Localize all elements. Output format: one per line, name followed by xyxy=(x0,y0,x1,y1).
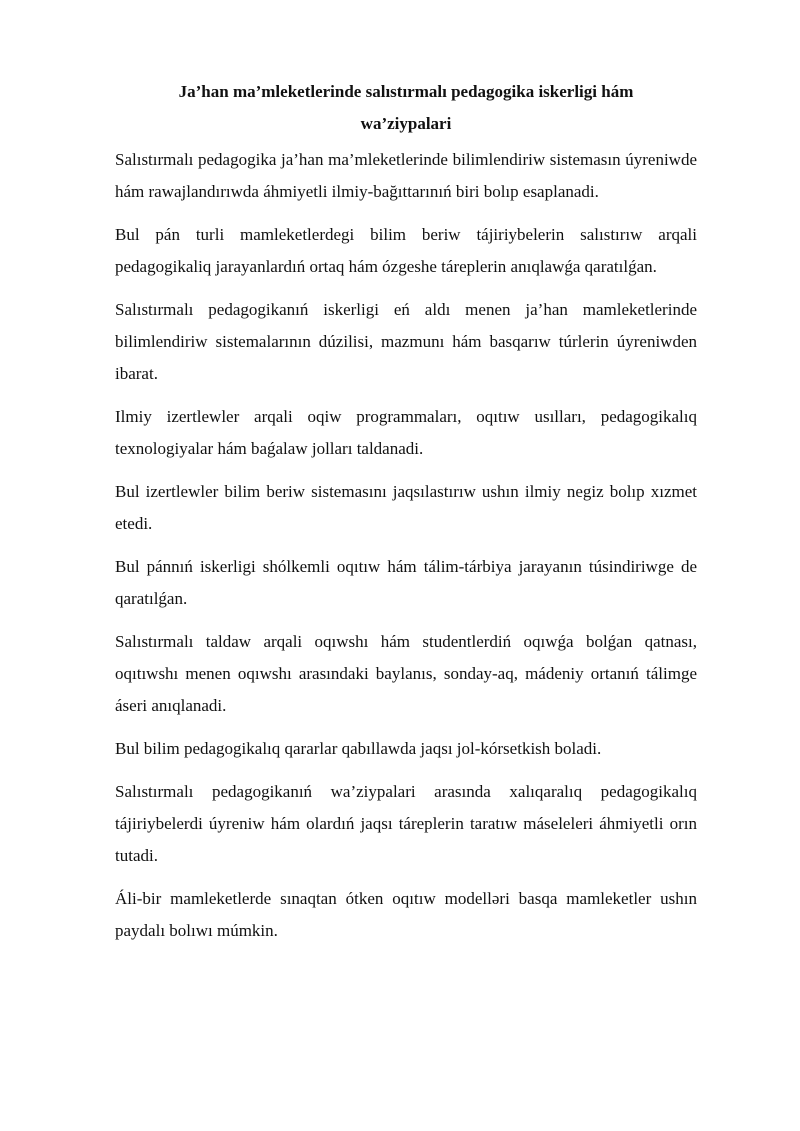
paragraph-4: Ilmiy izertlewler arqali oqiw programmaları, oqıtıw usılları, pedagogikalıq texnologiyalar hám baǵalaw jolları taldanadi. xyxy=(115,407,697,458)
paragraph-5: Bul izertlewler bilim beriw sistemasını jaqsılastırıw ushın ilmiy negiz bolıp xızmet etedi. xyxy=(115,482,697,533)
paragraph-1: Salıstırmalı pedagogika ja’han ma’mleketlerinde bilimlendiriw sistemasın úyreniwde hám rawajlandırıwda áhmiyetli ilmiy-bağıttarınıń biri bolıp esaplanadi. xyxy=(115,150,697,201)
paragraph-3: Salıstırmalı pedagogikanıń iskerligi eń aldı menen ja’han mamleketlerinde bilimlendiriw sistemalarının dúzilisi, mazmunı hám basqarıw túrlerin úyreniwden ibarat. xyxy=(115,300,697,383)
paragraph-2: Bul pán turli mamleketlerdegi bilim beriw tájiriybelerin salıstırıw arqali pedagogikaliq jarayanlardıń ortaq hám ózgeshe táreplerin anıqlawǵa qaratılǵan. xyxy=(115,225,697,276)
paragraph-9: Salıstırmalı pedagogikanıń wa’ziypalari arasında xalıqaralıq pedagogikalıq tájiriybelerdi úyreniw hám olardıń jaqsı táreplerin taratıw máseleleri áhmiyetli orın tutadi. xyxy=(115,782,697,865)
title-line-2: wa’ziypalari xyxy=(360,114,452,133)
paragraph-10: Áli-bir mamleketlerde sınaqtan ótken oqıtıw modelləri basqa mamleketler ushın paydalı bolıwı múmkin. xyxy=(115,889,697,940)
paragraph-6: Bul pánnıń iskerligi shólkemli oqıtıw hám tálim-tárbiya jarayanın túsindiriwge de qaratılǵan. xyxy=(115,557,697,608)
document-title xyxy=(115,76,697,140)
paragraph-7: Salıstırmalı taldaw arqali oqıwshı hám studentlerdiń oqıwǵa bolǵan qatnası, oqıtıwshı menen oqıwshı arasındaki baylanıs, sonday-aq, mádeniy ortanıń tálimge áseri anıqlanadi. xyxy=(115,632,697,715)
paragraph-8: Bul bilim pedagogikalıq qararlar qabıllawda jaqsı jol-kórsetkish boladi. xyxy=(115,739,602,758)
title-line-1: Ja’han ma’mleketlerinde salıstırmalı pedagogika iskerligi hám xyxy=(178,82,634,101)
